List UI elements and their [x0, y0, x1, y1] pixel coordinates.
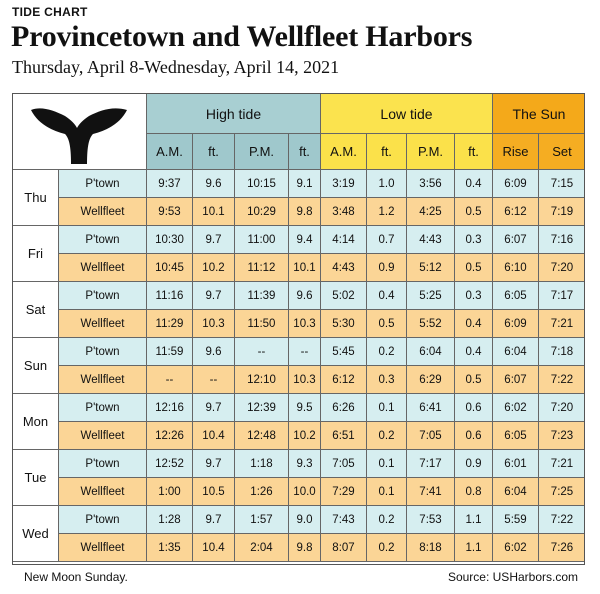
- table-cell: 7:05: [407, 422, 455, 450]
- table-cell: 0.5: [455, 254, 493, 282]
- table-cell: 1.1: [455, 534, 493, 562]
- table-cell: 12:16: [147, 394, 193, 422]
- table-cell: 7:23: [539, 422, 585, 450]
- table-cell: 6:07: [493, 226, 539, 254]
- table-cell: 9.7: [193, 506, 235, 534]
- table-cell: 1:28: [147, 506, 193, 534]
- table-cell: 4:43: [407, 226, 455, 254]
- kicker: TIDE CHART: [12, 5, 88, 19]
- table-cell: 1:26: [235, 478, 289, 506]
- table-cell: 0.4: [367, 282, 407, 310]
- source-credit: Source: USHarbors.com: [447, 570, 578, 584]
- table-cell: 6:41: [407, 394, 455, 422]
- table-cell: 7:22: [539, 506, 585, 534]
- day-label: Sun: [13, 338, 59, 394]
- table-cell: 7:21: [539, 450, 585, 478]
- table-cell: 12:26: [147, 422, 193, 450]
- table-cell: --: [235, 338, 289, 366]
- moon-note: New Moon Sunday.: [24, 570, 128, 584]
- day-label: Tue: [13, 450, 59, 506]
- table-cell: 5:12: [407, 254, 455, 282]
- table-cell: 9.1: [289, 170, 321, 198]
- date-range-subtitle: Thursday, April 8-Wednesday, April 14, 2021: [12, 57, 340, 77]
- table-cell: 9.6: [193, 338, 235, 366]
- location-label: Wellfleet: [59, 310, 147, 338]
- table-cell: 6:02: [493, 394, 539, 422]
- subheader-1: ft.: [193, 134, 235, 170]
- table-cell: 1:35: [147, 534, 193, 562]
- table-cell: 6:04: [407, 338, 455, 366]
- table-cell: 0.4: [455, 310, 493, 338]
- table-cell: 6:12: [321, 366, 367, 394]
- table-cell: 0.6: [455, 422, 493, 450]
- location-label: P'town: [59, 282, 147, 310]
- table-cell: 8:18: [407, 534, 455, 562]
- table-cell: 9.7: [193, 226, 235, 254]
- location-label: Wellfleet: [59, 534, 147, 562]
- location-label: Wellfleet: [59, 198, 147, 226]
- table-cell: 10.1: [193, 198, 235, 226]
- table-cell: 3:48: [321, 198, 367, 226]
- table-cell: 7:53: [407, 506, 455, 534]
- table-cell: 11:29: [147, 310, 193, 338]
- day-label: Fri: [13, 226, 59, 282]
- location-label: Wellfleet: [59, 254, 147, 282]
- table-cell: 0.6: [455, 394, 493, 422]
- table-cell: 7:18: [539, 338, 585, 366]
- table-cell: 0.3: [455, 226, 493, 254]
- table-cell: 0.2: [367, 338, 407, 366]
- table-cell: 0.1: [367, 478, 407, 506]
- table-cell: 6:04: [493, 338, 539, 366]
- table-cell: 5:30: [321, 310, 367, 338]
- table-cell: 9:53: [147, 198, 193, 226]
- table-cell: 11:50: [235, 310, 289, 338]
- table-cell: 10:15: [235, 170, 289, 198]
- table-cell: 1.0: [367, 170, 407, 198]
- page-title: Provincetown and Wellfleet Harbors: [11, 20, 473, 53]
- subheader-9: Set: [539, 134, 585, 170]
- table-cell: 0.5: [367, 310, 407, 338]
- table-cell: 12:39: [235, 394, 289, 422]
- table-cell: 6:09: [493, 170, 539, 198]
- table-cell: 10.1: [289, 254, 321, 282]
- table-cell: 0.2: [367, 506, 407, 534]
- table-cell: 9.7: [193, 394, 235, 422]
- table-cell: 9.8: [289, 534, 321, 562]
- table-cell: 9.6: [193, 170, 235, 198]
- table-cell: 10.5: [193, 478, 235, 506]
- table-cell: 1:00: [147, 478, 193, 506]
- subheader-0: A.M.: [147, 134, 193, 170]
- table-cell: 0.5: [455, 366, 493, 394]
- table-cell: 9.7: [193, 450, 235, 478]
- subheader-5: ft.: [367, 134, 407, 170]
- location-label: Wellfleet: [59, 478, 147, 506]
- table-cell: 12:48: [235, 422, 289, 450]
- table-cell: 12:52: [147, 450, 193, 478]
- table-cell: 6:07: [493, 366, 539, 394]
- table-cell: 0.4: [455, 170, 493, 198]
- table-cell: 7:25: [539, 478, 585, 506]
- table-cell: 7:20: [539, 254, 585, 282]
- table-cell: 6:05: [493, 422, 539, 450]
- table-cell: 11:12: [235, 254, 289, 282]
- table-cell: 6:29: [407, 366, 455, 394]
- table-cell: 9.0: [289, 506, 321, 534]
- table-cell: 10.3: [289, 310, 321, 338]
- table-cell: 7:22: [539, 366, 585, 394]
- table-cell: 0.7: [367, 226, 407, 254]
- table-cell: --: [147, 366, 193, 394]
- table-cell: 0.1: [367, 450, 407, 478]
- table-cell: 7:26: [539, 534, 585, 562]
- subheader-8: Rise: [493, 134, 539, 170]
- header-high-tide: High tide: [147, 94, 321, 134]
- table-cell: 10.4: [193, 534, 235, 562]
- table-cell: 8:07: [321, 534, 367, 562]
- table-cell: 9.5: [289, 394, 321, 422]
- location-label: P'town: [59, 506, 147, 534]
- table-cell: 11:39: [235, 282, 289, 310]
- table-cell: 0.3: [367, 366, 407, 394]
- whale-tail-icon: [13, 94, 147, 170]
- table-cell: 9.4: [289, 226, 321, 254]
- table-cell: 1:57: [235, 506, 289, 534]
- table-cell: 11:00: [235, 226, 289, 254]
- location-label: P'town: [59, 226, 147, 254]
- table-cell: 7:43: [321, 506, 367, 534]
- table-cell: 1.2: [367, 198, 407, 226]
- table-cell: 6:05: [493, 282, 539, 310]
- table-cell: 0.2: [367, 422, 407, 450]
- table-cell: 6:09: [493, 310, 539, 338]
- location-label: P'town: [59, 170, 147, 198]
- table-cell: 7:21: [539, 310, 585, 338]
- header-the-sun: The Sun: [493, 94, 585, 134]
- day-label: Mon: [13, 394, 59, 450]
- table-cell: 0.4: [455, 338, 493, 366]
- table-cell: 5:25: [407, 282, 455, 310]
- location-label: Wellfleet: [59, 366, 147, 394]
- table-cell: 10.2: [289, 422, 321, 450]
- table-cell: 7:05: [321, 450, 367, 478]
- table-cell: 5:02: [321, 282, 367, 310]
- subheader-7: ft.: [455, 134, 493, 170]
- subheader-2: P.M.: [235, 134, 289, 170]
- table-cell: 7:29: [321, 478, 367, 506]
- table-cell: 6:12: [493, 198, 539, 226]
- table-cell: 6:02: [493, 534, 539, 562]
- table-cell: 6:10: [493, 254, 539, 282]
- table-cell: 3:56: [407, 170, 455, 198]
- table-cell: 11:16: [147, 282, 193, 310]
- table-cell: 10:45: [147, 254, 193, 282]
- table-cell: 6:01: [493, 450, 539, 478]
- tide-table: [12, 93, 585, 565]
- table-cell: 0.9: [367, 254, 407, 282]
- table-cell: 7:17: [539, 282, 585, 310]
- location-label: P'town: [59, 394, 147, 422]
- table-cell: 9.3: [289, 450, 321, 478]
- table-cell: 10.2: [193, 254, 235, 282]
- table-cell: 10.3: [289, 366, 321, 394]
- location-label: P'town: [59, 450, 147, 478]
- table-cell: 12:10: [235, 366, 289, 394]
- location-label: Wellfleet: [59, 422, 147, 450]
- table-cell: 7:15: [539, 170, 585, 198]
- table-cell: 5:45: [321, 338, 367, 366]
- subheader-4: A.M.: [321, 134, 367, 170]
- header-low-tide: Low tide: [321, 94, 493, 134]
- table-cell: 7:41: [407, 478, 455, 506]
- table-cell: 10.3: [193, 310, 235, 338]
- table-cell: 1:18: [235, 450, 289, 478]
- day-label: Sat: [13, 282, 59, 338]
- table-cell: 7:20: [539, 394, 585, 422]
- table-cell: 4:25: [407, 198, 455, 226]
- location-label: P'town: [59, 338, 147, 366]
- table-cell: 1.1: [455, 506, 493, 534]
- table-cell: 9:37: [147, 170, 193, 198]
- table-cell: 10:30: [147, 226, 193, 254]
- table-cell: 6:51: [321, 422, 367, 450]
- table-cell: 9.7: [193, 282, 235, 310]
- table-cell: 4:43: [321, 254, 367, 282]
- table-cell: 0.5: [455, 198, 493, 226]
- table-cell: 7:17: [407, 450, 455, 478]
- table-cell: 7:16: [539, 226, 585, 254]
- table-cell: 0.3: [455, 282, 493, 310]
- table-cell: 10.4: [193, 422, 235, 450]
- table-cell: 6:04: [493, 478, 539, 506]
- table-cell: 0.9: [455, 450, 493, 478]
- table-cell: 10:29: [235, 198, 289, 226]
- subheader-6: P.M.: [407, 134, 455, 170]
- table-cell: --: [193, 366, 235, 394]
- table-cell: 9.6: [289, 282, 321, 310]
- table-cell: 7:19: [539, 198, 585, 226]
- table-cell: --: [289, 338, 321, 366]
- subheader-3: ft.: [289, 134, 321, 170]
- table-cell: 0.2: [367, 534, 407, 562]
- table-cell: 9.8: [289, 198, 321, 226]
- table-cell: 10.0: [289, 478, 321, 506]
- table-cell: 5:59: [493, 506, 539, 534]
- table-cell: 6:26: [321, 394, 367, 422]
- table-cell: 0.8: [455, 478, 493, 506]
- table-cell: 5:52: [407, 310, 455, 338]
- table-cell: 11:59: [147, 338, 193, 366]
- day-label: Wed: [13, 506, 59, 562]
- day-label: Thu: [13, 170, 59, 226]
- table-cell: 0.1: [367, 394, 407, 422]
- table-cell: 4:14: [321, 226, 367, 254]
- table-cell: 3:19: [321, 170, 367, 198]
- table-cell: 2:04: [235, 534, 289, 562]
